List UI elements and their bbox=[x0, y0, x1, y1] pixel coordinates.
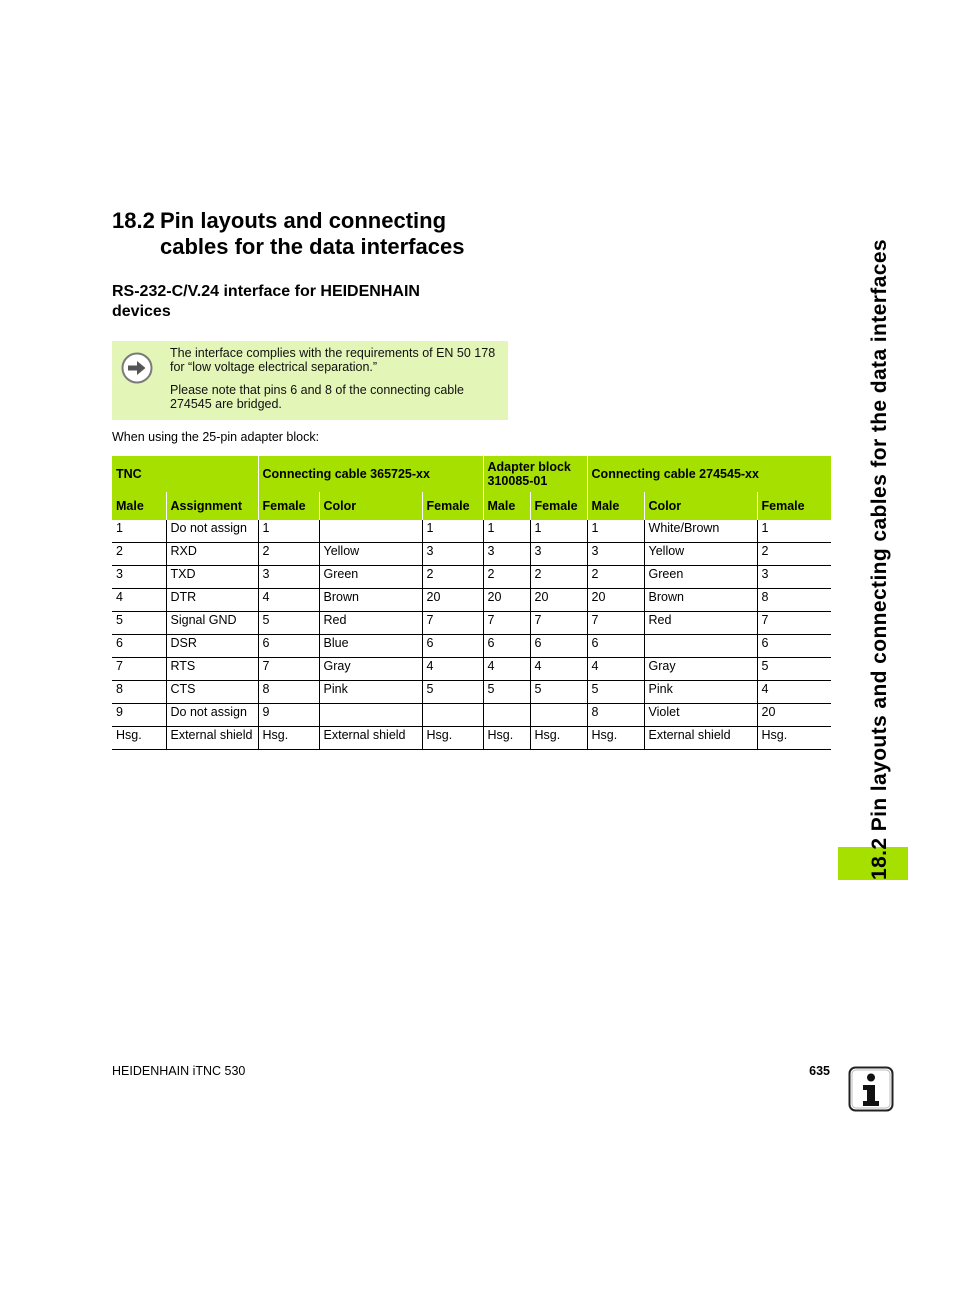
table-cell: Gray bbox=[319, 658, 422, 681]
table-cell: 4 bbox=[422, 658, 483, 681]
note-paragraph-2: Please note that pins 6 and 8 of the connecting cable 274545 are bridged. bbox=[170, 383, 464, 411]
table-cell bbox=[319, 520, 422, 543]
table-cell: 1 bbox=[112, 520, 166, 543]
table-cell: Yellow bbox=[644, 543, 757, 566]
table-cell: 9 bbox=[112, 704, 166, 727]
table-cell bbox=[483, 704, 530, 727]
table-cell: 3 bbox=[530, 543, 587, 566]
table-cell: 3 bbox=[483, 543, 530, 566]
table-cell: Brown bbox=[644, 589, 757, 612]
table-cell bbox=[530, 704, 587, 727]
column-header: Male bbox=[587, 492, 644, 520]
table-cell: External shield bbox=[644, 727, 757, 750]
table-cell: RXD bbox=[166, 543, 258, 566]
table-row bbox=[112, 543, 831, 566]
subheading: RS-232-C/V.24 interface for HEIDENHAIN devices bbox=[112, 283, 420, 320]
note-paragraph-1: The interface complies with the requirements of EN 50 178 for “low voltage electrical separation.” bbox=[170, 346, 496, 374]
column-header: Color bbox=[644, 492, 757, 520]
footer-product: HEIDENHAIN iTNC 530 bbox=[112, 1064, 246, 1078]
table-cell: TXD bbox=[166, 566, 258, 589]
table-column-header-row bbox=[112, 492, 831, 520]
table-cell: 4 bbox=[587, 658, 644, 681]
table-cell: RTS bbox=[166, 658, 258, 681]
table-cell: 1 bbox=[483, 520, 530, 543]
section-number: 18.2 bbox=[112, 208, 155, 233]
table-row bbox=[112, 612, 831, 635]
note-box bbox=[112, 341, 508, 420]
table-row bbox=[112, 566, 831, 589]
table-group-header-row bbox=[112, 456, 831, 492]
column-header: Color bbox=[319, 492, 422, 520]
group-header: Connecting cable 274545-xx bbox=[587, 456, 831, 492]
table-cell: 7 bbox=[422, 612, 483, 635]
table-cell: Red bbox=[319, 612, 422, 635]
table-cell: Hsg. bbox=[483, 727, 530, 750]
table-cell: 4 bbox=[757, 681, 831, 704]
table-cell: 5 bbox=[530, 681, 587, 704]
table-cell: 6 bbox=[112, 635, 166, 658]
table-cell: 9 bbox=[258, 704, 319, 727]
table-cell: 8 bbox=[112, 681, 166, 704]
table-cell: DSR bbox=[166, 635, 258, 658]
side-chapter-title: 18.2 Pin layouts and connecting cables for the data interfaces bbox=[868, 239, 891, 880]
table-cell: Do not assign bbox=[166, 704, 258, 727]
table-cell: DTR bbox=[166, 589, 258, 612]
table-body bbox=[112, 520, 831, 750]
table-cell: 5 bbox=[757, 658, 831, 681]
table-cell: CTS bbox=[166, 681, 258, 704]
table-cell: 3 bbox=[757, 566, 831, 589]
table-cell bbox=[644, 635, 757, 658]
table-cell: Hsg. bbox=[258, 727, 319, 750]
arrow-right-icon bbox=[121, 352, 153, 384]
column-header: Female bbox=[530, 492, 587, 520]
table-cell: 4 bbox=[530, 658, 587, 681]
table-cell: External shield bbox=[319, 727, 422, 750]
table-cell: Green bbox=[319, 566, 422, 589]
column-header: Female bbox=[757, 492, 831, 520]
table-cell: 1 bbox=[422, 520, 483, 543]
table-row bbox=[112, 704, 831, 727]
table-cell: 7 bbox=[483, 612, 530, 635]
column-header: Male bbox=[112, 492, 166, 520]
table-row bbox=[112, 635, 831, 658]
table-cell: 5 bbox=[483, 681, 530, 704]
table-cell: 8 bbox=[757, 589, 831, 612]
group-header: TNC bbox=[112, 456, 258, 492]
table-cell: 2 bbox=[112, 543, 166, 566]
table-cell: 2 bbox=[258, 543, 319, 566]
table-cell: Hsg. bbox=[530, 727, 587, 750]
table-cell: 7 bbox=[112, 658, 166, 681]
table-cell: Hsg. bbox=[587, 727, 644, 750]
table-cell: 1 bbox=[757, 520, 831, 543]
table-row bbox=[112, 589, 831, 612]
table-cell: 6 bbox=[530, 635, 587, 658]
table-cell: 20 bbox=[757, 704, 831, 727]
table-row bbox=[112, 727, 831, 750]
table-row bbox=[112, 658, 831, 681]
table-cell: 3 bbox=[587, 543, 644, 566]
table-cell: Hsg. bbox=[422, 727, 483, 750]
table-cell: 6 bbox=[587, 635, 644, 658]
group-header: Connecting cable 365725-xx bbox=[258, 456, 483, 492]
column-header: Female bbox=[422, 492, 483, 520]
table-cell: 5 bbox=[112, 612, 166, 635]
table-cell: 7 bbox=[258, 658, 319, 681]
table-cell: 7 bbox=[587, 612, 644, 635]
section-title-line2: cables for the data interfaces bbox=[160, 234, 465, 259]
table-cell: 1 bbox=[587, 520, 644, 543]
table-cell bbox=[319, 704, 422, 727]
table-cell: 3 bbox=[112, 566, 166, 589]
table-cell: White/Brown bbox=[644, 520, 757, 543]
table-cell: Green bbox=[644, 566, 757, 589]
table-cell: 4 bbox=[483, 658, 530, 681]
table-cell: 1 bbox=[530, 520, 587, 543]
table-cell: 6 bbox=[422, 635, 483, 658]
column-header: Female bbox=[258, 492, 319, 520]
table-cell: Red bbox=[644, 612, 757, 635]
table-cell: 6 bbox=[483, 635, 530, 658]
table-cell: 4 bbox=[112, 589, 166, 612]
table-cell: 5 bbox=[258, 612, 319, 635]
page-number: 635 bbox=[809, 1064, 830, 1078]
table-cell: 8 bbox=[587, 704, 644, 727]
table-cell: 2 bbox=[587, 566, 644, 589]
table-cell: Hsg. bbox=[757, 727, 831, 750]
table-cell: 5 bbox=[422, 681, 483, 704]
table-cell: Pink bbox=[644, 681, 757, 704]
table-cell: Pink bbox=[319, 681, 422, 704]
table-cell: 4 bbox=[258, 589, 319, 612]
table-cell: 2 bbox=[422, 566, 483, 589]
table-cell: Gray bbox=[644, 658, 757, 681]
table-cell bbox=[422, 704, 483, 727]
table-cell: 2 bbox=[483, 566, 530, 589]
table-cell: 3 bbox=[258, 566, 319, 589]
table-cell: Do not assign bbox=[166, 520, 258, 543]
table-row bbox=[112, 681, 831, 704]
column-header: Male bbox=[483, 492, 530, 520]
intro-text: When using the 25-pin adapter block: bbox=[112, 430, 320, 444]
table-cell: 20 bbox=[530, 589, 587, 612]
table-cell: Violet bbox=[644, 704, 757, 727]
info-icon bbox=[848, 1066, 894, 1112]
table-cell: 2 bbox=[530, 566, 587, 589]
column-header: Assignment bbox=[166, 492, 258, 520]
table-cell: 1 bbox=[258, 520, 319, 543]
table-cell: 6 bbox=[258, 635, 319, 658]
table-cell: 3 bbox=[422, 543, 483, 566]
table-cell: Signal GND bbox=[166, 612, 258, 635]
table-cell: 20 bbox=[422, 589, 483, 612]
table-cell: 8 bbox=[258, 681, 319, 704]
section-title bbox=[112, 208, 464, 260]
table-cell: 2 bbox=[757, 543, 831, 566]
table-cell: 20 bbox=[587, 589, 644, 612]
table-cell: Blue bbox=[319, 635, 422, 658]
table-cell: Yellow bbox=[319, 543, 422, 566]
table-cell: 7 bbox=[757, 612, 831, 635]
pin-layout-table bbox=[112, 456, 831, 750]
table-cell: 5 bbox=[587, 681, 644, 704]
table-cell: Brown bbox=[319, 589, 422, 612]
table-cell: External shield bbox=[166, 727, 258, 750]
table-row bbox=[112, 520, 831, 543]
table-cell: 6 bbox=[757, 635, 831, 658]
table-cell: Hsg. bbox=[112, 727, 166, 750]
section-title-line1: Pin layouts and connecting bbox=[160, 208, 447, 233]
table-cell: 7 bbox=[530, 612, 587, 635]
group-header: Adapter block 310085-01 bbox=[483, 456, 587, 492]
table-cell: 20 bbox=[483, 589, 530, 612]
